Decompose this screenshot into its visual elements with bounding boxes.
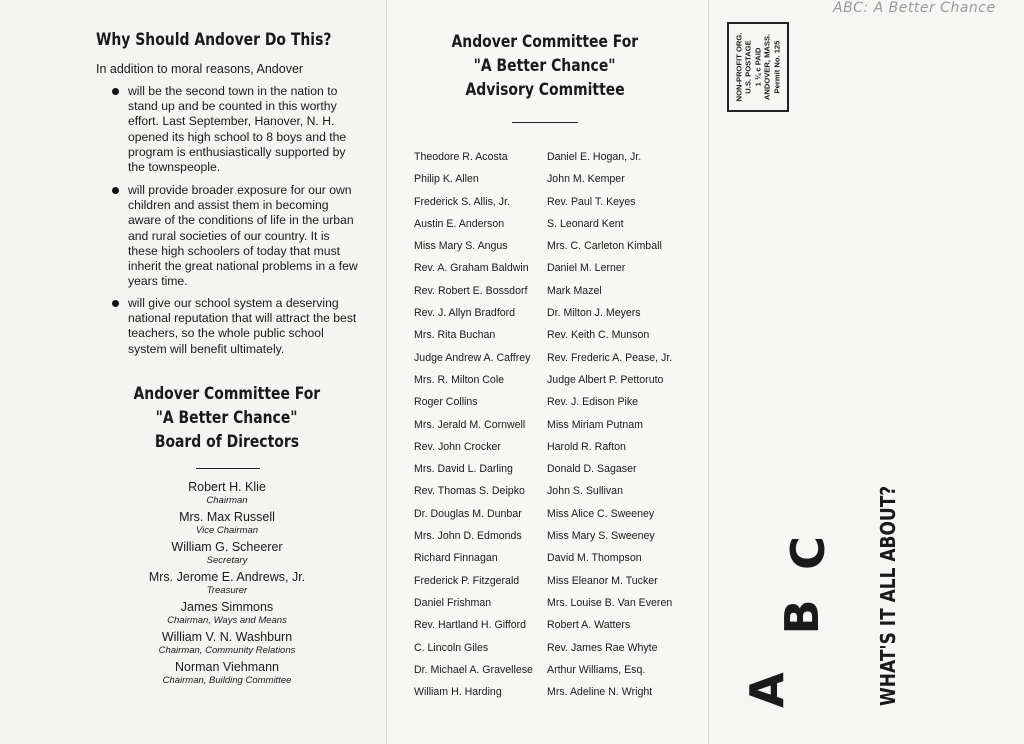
member-name: Frederick S. Allis, Jr. <box>414 195 510 208</box>
board-heading-line: Andover Committee For <box>133 384 321 404</box>
postage-line: Permit No. 125 <box>772 40 782 94</box>
officer-entry <box>96 510 358 536</box>
postage-line: NON-PROFIT ORG. <box>734 32 744 102</box>
officer-role: Chairman, Building Committee <box>162 675 292 686</box>
member-name: Harold R. Rafton <box>547 440 626 453</box>
member-name: Dr. Milton J. Meyers <box>547 307 641 320</box>
officer-role: Treasurer <box>206 585 248 596</box>
member-name: Rev. Hartland H. Gifford <box>414 619 527 632</box>
member-name: Rev. J. Edison Pike <box>547 396 639 409</box>
member-name: Mrs. C. Carleton Kimball <box>547 240 662 253</box>
left-heading: Why Should Andover Do This? <box>96 30 332 50</box>
letter-b: B <box>775 599 829 635</box>
letter-c: C <box>781 536 835 570</box>
advisory-heading-line: "A Better Chance" <box>474 56 616 76</box>
member-name: Rev. Thomas S. Deipko <box>414 485 525 498</box>
postage-line: U.S. POSTAGE <box>743 40 753 94</box>
officer-name: William V. N. Washburn <box>161 630 293 644</box>
member-name: Miss Eleanor M. Tucker <box>547 574 658 587</box>
bullet-dot-icon <box>112 88 119 95</box>
officer-name: Mrs. Jerome E. Andrews, Jr. <box>148 570 306 584</box>
member-name: Daniel E. Hogan, Jr. <box>547 151 642 163</box>
advisory-members-right <box>547 150 672 707</box>
officer-entry <box>96 600 358 626</box>
member-name: Mrs. David L. Darling <box>414 463 513 476</box>
board-heading-line: Board of Directors <box>154 432 300 452</box>
officer-entry <box>96 540 358 566</box>
advisory-heading-line: Andover Committee For <box>451 32 639 52</box>
member-name: Theodore R. Acosta <box>414 151 508 163</box>
member-name: Mark Mazel <box>547 284 602 297</box>
member-name: Richard Finnagan <box>414 552 498 565</box>
member-name: Mrs. Rita Buchan <box>414 329 496 342</box>
bullet-text: will be the second town in the nation to stand up and be counted in this worthy effort. Last September, Hanover, N. H. opened its high school to 8 boys and the program is enthusiastically supported by the townspeople. <box>128 84 347 175</box>
officer-entry <box>96 660 358 686</box>
member-name: Mrs. Adeline N. Wright <box>547 686 653 699</box>
member-name: Philip K. Allen <box>414 173 479 186</box>
member-name: John M. Kemper <box>547 173 625 186</box>
officer-role: Chairman, Community Relations <box>158 645 296 656</box>
bullet-dot-icon <box>112 300 119 307</box>
officer-entry <box>96 630 358 656</box>
officer-name: Norman Viehmann <box>175 660 279 674</box>
member-name: Miss Miriam Putnam <box>547 418 643 431</box>
member-name: C. Lincoln Giles <box>414 641 489 654</box>
member-name: Daniel Frishman <box>414 596 492 609</box>
board-heading <box>96 382 358 454</box>
member-name: Miss Mary S. Angus <box>414 240 508 253</box>
board-divider <box>196 468 260 469</box>
officer-name: Robert H. Klie <box>188 480 266 494</box>
member-name: Donald D. Sagaser <box>547 463 637 476</box>
bullet-text: will provide broader exposure for our own children and assist them in becoming aware of the conditions of life in the urban and rural societies of our country. It is these high schoolers of today that must inherit the great national problems in a few years time. <box>128 183 358 289</box>
member-name: John S. Sullivan <box>547 485 623 498</box>
member-name: Miss Mary S. Sweeney <box>547 530 655 543</box>
member-name: Rev. James Rae Whyte <box>547 641 658 654</box>
officer-name: William G. Scheerer <box>171 540 283 554</box>
officer-name: Mrs. Max Russell <box>179 510 275 524</box>
board-heading-line: "A Better Chance" <box>156 408 298 428</box>
advisory-heading <box>400 30 690 102</box>
member-name: Arthur Williams, Esq. <box>547 663 646 676</box>
member-name: Austin E. Anderson <box>414 217 505 230</box>
handwritten-note: ABC: A Better Chance <box>833 0 996 16</box>
officer-entry <box>96 480 358 506</box>
member-name: Rev. Robert E. Bossdorf <box>414 284 528 297</box>
member-name: Dr. Michael A. Gravellese <box>414 663 533 676</box>
member-name: S. Leonard Kent <box>547 217 624 230</box>
advisory-heading-line: Advisory Committee <box>465 80 625 100</box>
board-officer-list <box>96 480 358 690</box>
member-name: Mrs. Louise B. Van Everen <box>547 596 673 609</box>
member-name: Judge Albert P. Pettoruto <box>547 373 664 386</box>
postage-indicia <box>727 22 789 112</box>
member-name: Mrs. R. Milton Cole <box>414 373 505 386</box>
bullet-text: will give our school system a deserving national reputation that will attract the best teachers, so the whole public school system will benefit ultimately. <box>128 296 357 356</box>
member-name: David M. Thompson <box>547 552 642 565</box>
officer-role: Chairman, Ways and Means <box>167 615 287 626</box>
member-name: Mrs. John D. Edmonds <box>414 530 522 543</box>
member-name: Rev. John Crocker <box>414 440 501 453</box>
member-name: Rev. J. Allyn Bradford <box>414 307 516 320</box>
member-name: Daniel M. Lerner <box>547 262 626 275</box>
member-name: Rev. Paul T. Keyes <box>547 195 636 208</box>
advisory-members-left <box>414 150 533 707</box>
bullet-item <box>112 296 360 357</box>
member-name: Rev. Keith C. Munson <box>547 329 650 342</box>
member-name: William H. Harding <box>414 686 502 699</box>
postage-text <box>734 25 781 109</box>
bullet-item <box>112 183 360 289</box>
member-name: Miss Alice C. Sweeney <box>547 507 655 520</box>
member-name: Robert A. Watters <box>547 619 631 632</box>
officer-role: Chairman <box>206 495 248 506</box>
member-name: Roger Collins <box>414 396 478 409</box>
cover-tagline: WHAT'S IT ALL ABOUT? <box>876 485 900 706</box>
officer-name: James Simmons <box>180 600 274 614</box>
advisory-divider <box>512 122 578 123</box>
member-name: Rev. Frederic A. Pease, Jr. <box>547 351 673 364</box>
member-name: Mrs. Jerald M. Cornwell <box>414 418 526 431</box>
officer-entry <box>96 570 358 596</box>
left-intro: In addition to moral reasons, Andover <box>96 62 304 76</box>
member-name: Frederick P. Fitzgerald <box>414 574 520 587</box>
member-name: Dr. Douglas M. Dunbar <box>414 507 522 520</box>
officer-role: Vice Chairman <box>195 525 259 536</box>
member-name: Judge Andrew A. Caffrey <box>414 351 531 364</box>
bullet-dot-icon <box>112 187 119 194</box>
letter-a: A <box>740 672 794 708</box>
bullet-item <box>112 84 360 175</box>
member-name: Rev. A. Graham Baldwin <box>414 262 529 275</box>
postage-line: ANDOVER, MASS. <box>762 33 772 101</box>
officer-role: Secretary <box>206 555 248 566</box>
postage-line: 1 ¼ c PAID <box>753 47 763 87</box>
